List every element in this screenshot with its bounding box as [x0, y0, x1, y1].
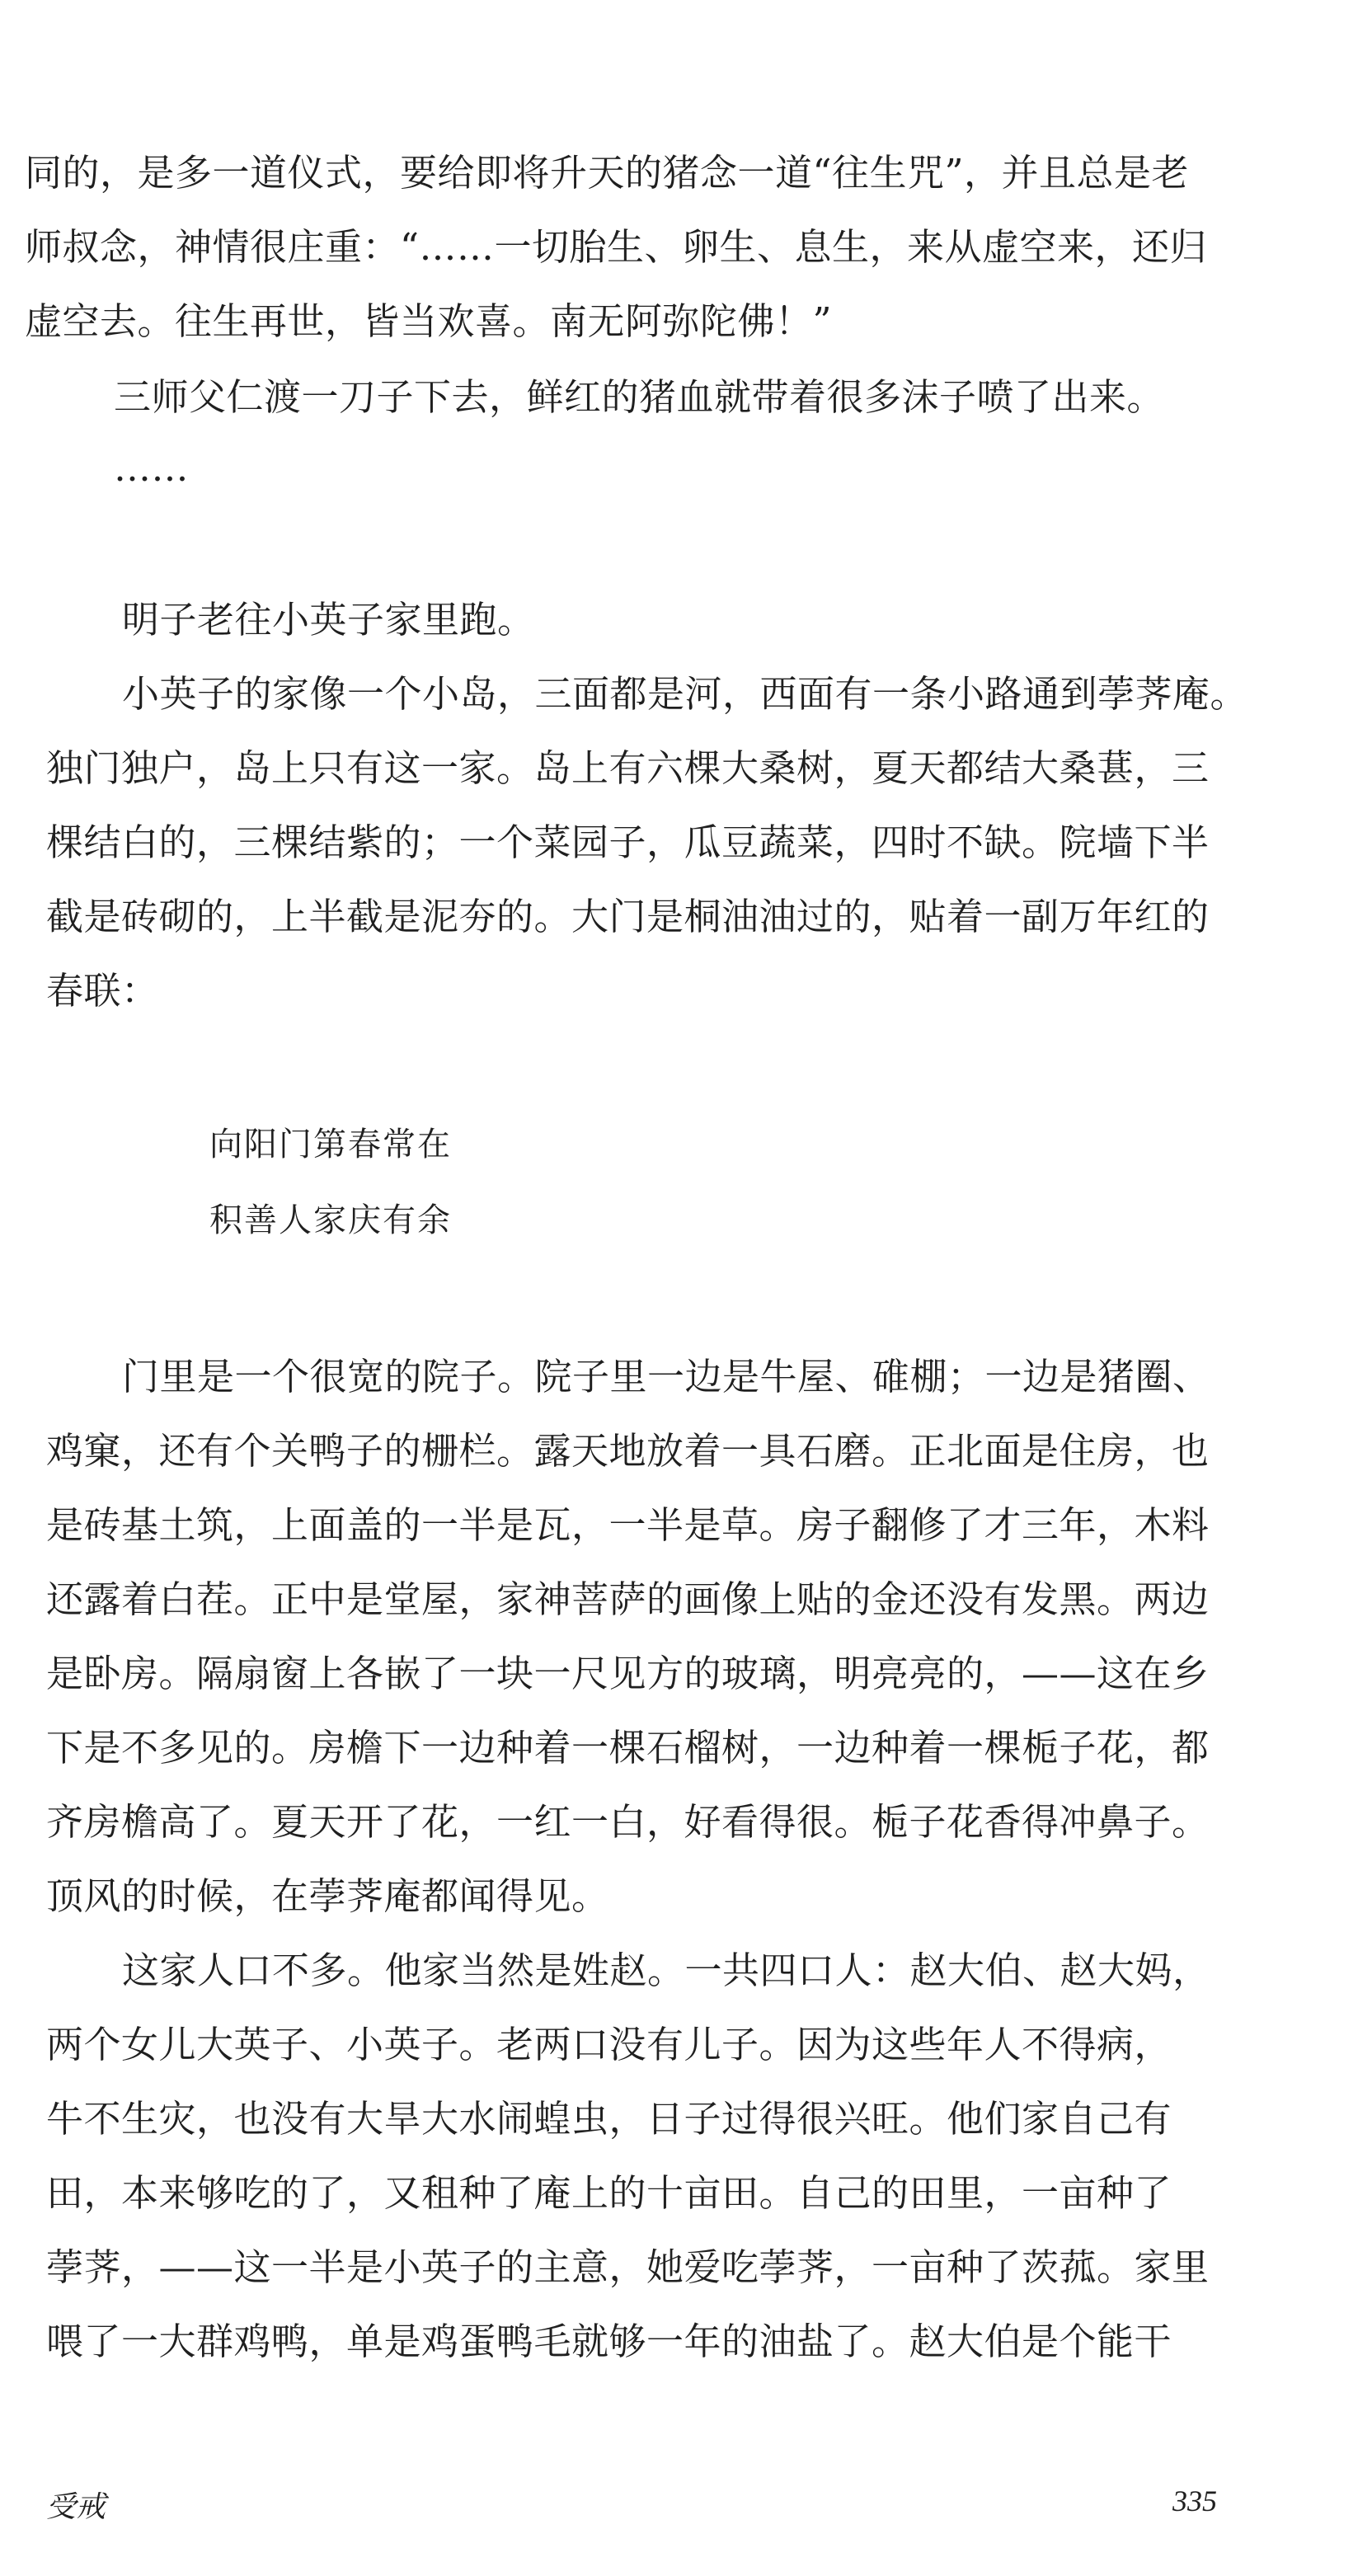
text-line: 还露着白茬。正中是堂屋，家神菩萨的画像上贴的金还没有发黑。两边: [46, 1577, 1210, 1621]
text-line: 春联：: [46, 969, 159, 1013]
text-line: 三师父仁渡一刀子下去，鲜红的猪血就带着很多沫子喷了出来。: [114, 375, 1165, 419]
text-line: 是卧房。隔扇窗上各嵌了一块一尺见方的玻璃，明亮亮的，——这在乡: [46, 1652, 1210, 1695]
text-line: 小英子的家像一个小岛，三面都是河，西面有一条小路通到荸荠庵。: [122, 672, 1248, 716]
text-line: 是砖基土筑，上面盖的一半是瓦，一半是草。房子翻修了才三年，木料: [46, 1503, 1210, 1547]
text-line: 齐房檐高了。夏天开了花，一红一白，好看得很。栀子花香得冲鼻子。: [46, 1800, 1210, 1844]
couplet-line: 向阳门第春常在: [209, 1126, 452, 1163]
text-line: 下是不多见的。房檐下一边种着一棵石榴树，一边种着一棵栀子花，都: [46, 1726, 1210, 1770]
text-line: 明子老往小英子家里跑。: [122, 598, 535, 642]
text-line: 门里是一个很宽的院子。院子里一边是牛屋、碓棚；一边是猪圈、: [122, 1355, 1210, 1398]
text-line: 师叔念，神情很庄重：“……一切胎生、卵生、息生，来从虚空来，还归: [25, 225, 1208, 269]
text-line: 田，本来够吃的了，又租种了庵上的十亩田。自己的田里，一亩种了: [46, 2171, 1172, 2215]
running-footer-title: 受戒: [46, 2490, 106, 2523]
text-line: 独门独户，岛上只有这一家。岛上有六棵大桑树，夏天都结大桑葚，三: [46, 746, 1210, 790]
text-line: 截是砖砌的，上半截是泥夯的。大门是桐油油过的，贴着一副万年红的: [46, 895, 1210, 938]
text-line: 同的，是多一道仪式，要给即将升天的猪念一道“往生咒”，并且总是老: [25, 151, 1190, 195]
text-line: 顶风的时候，在荸荠庵都闻得见。: [46, 1874, 609, 1918]
text-line: 鸡窠，还有个关鸭子的栅栏。露天地放着一具石磨。正北面是住房，也: [46, 1429, 1210, 1473]
ellipsis: ……: [114, 446, 189, 490]
text-line: 两个女儿大英子、小英子。老两口没有儿子。因为这些年人不得病，: [46, 2023, 1172, 2066]
text-line: 牛不生灾，也没有大旱大水闹蝗虫，日子过得很兴旺。他们家自己有: [46, 2097, 1172, 2141]
text-line: 棵结白的，三棵结紫的；一个菜园子，瓜豆蔬菜，四时不缺。院墙下半: [46, 820, 1210, 864]
couplet-line: 积善人家庆有余: [209, 1201, 452, 1239]
text-line: 荸荠，——这一半是小英子的主意，她爱吃荸荠，一亩种了茨菰。家里: [46, 2245, 1210, 2289]
page-number: 335: [1172, 2484, 1217, 2517]
text-line: 这家人口不多。他家当然是姓赵。一共四口人：赵大伯、赵大妈，: [122, 1948, 1210, 1992]
text-line: 虚空去。往生再世，皆当欢喜。南无阿弥陀佛！”: [25, 299, 833, 343]
text-line: 喂了一大群鸡鸭，单是鸡蛋鸭毛就够一年的油盐了。赵大伯是个能干: [46, 2320, 1172, 2363]
